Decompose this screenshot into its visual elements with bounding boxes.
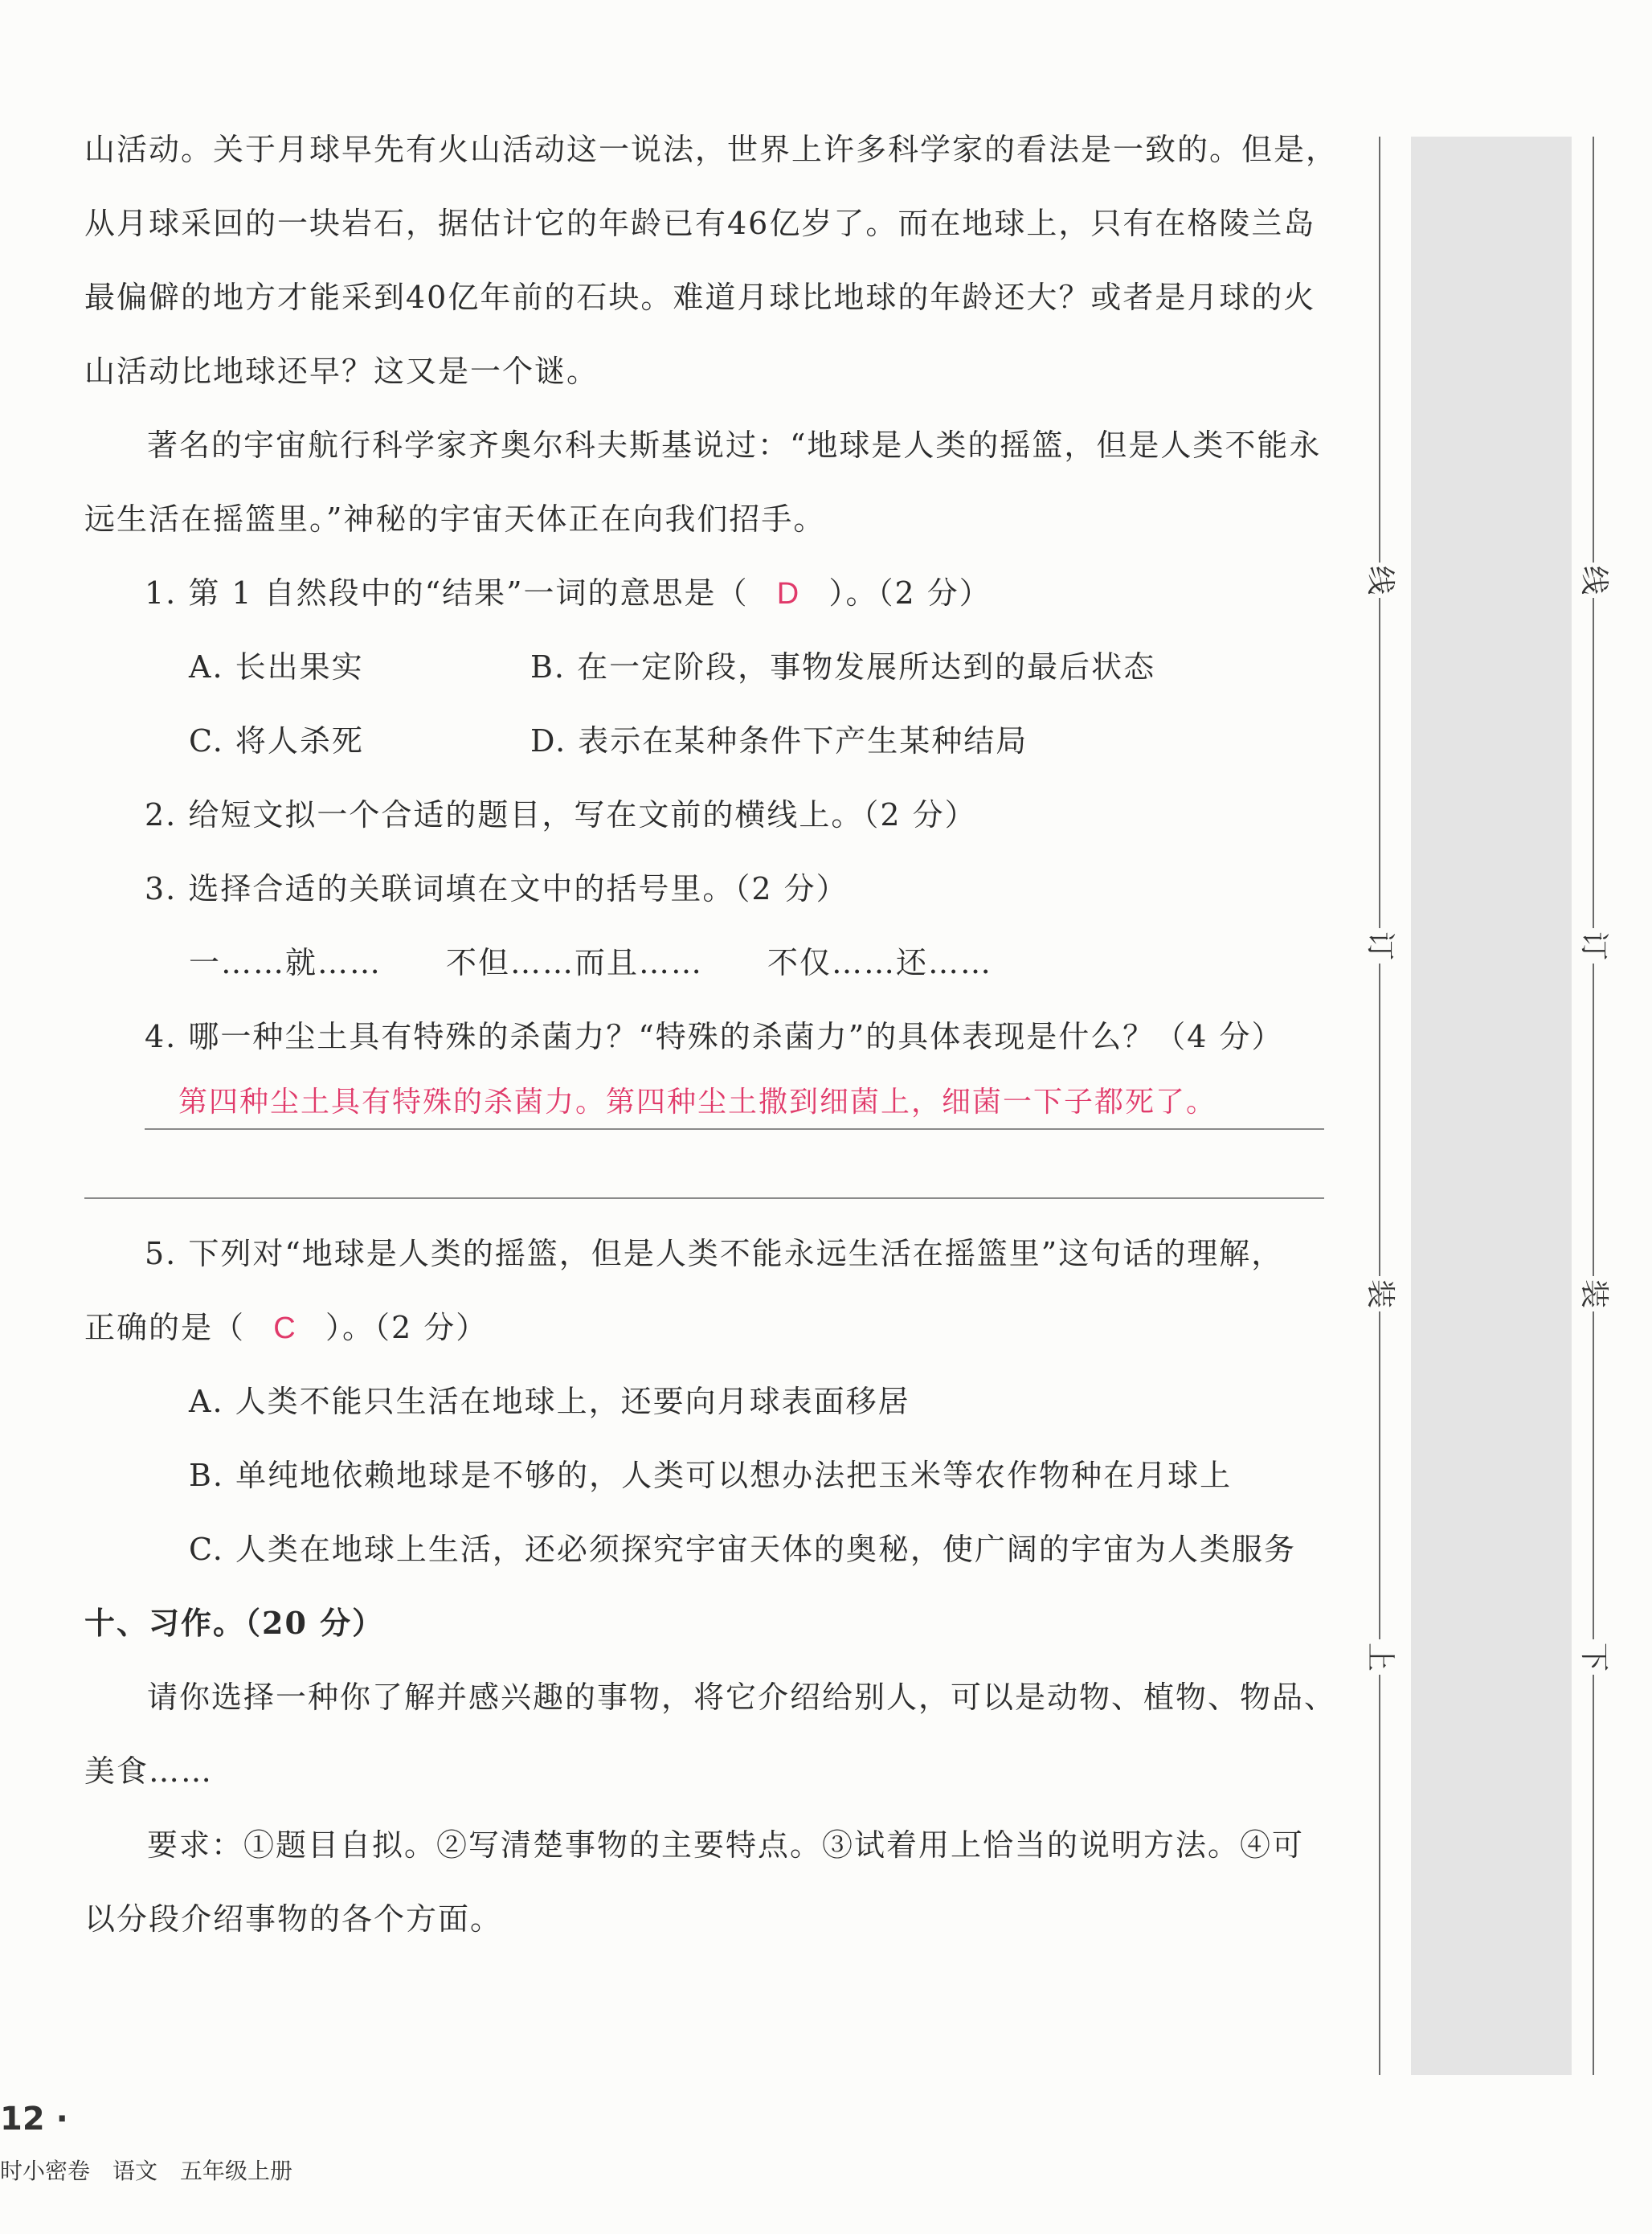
- answer-line: [145, 1128, 1324, 1130]
- question-5: 5. 下列对“地球是人类的摇篮，但是人类不能永远生活在摇篮里”这句话的理解，: [145, 1236, 1284, 1271]
- option-a: A. 人类不能只生活在地球上，还要向月球表面移居: [189, 1384, 910, 1419]
- binding-label: 订: [1576, 928, 1611, 964]
- option-c: C. 将人杀死: [189, 723, 364, 759]
- question-5-prefix: 正确的是（: [84, 1310, 246, 1345]
- page-number: 12 ·: [0, 2101, 68, 2138]
- binding-line-right: [1593, 137, 1594, 2075]
- question-1-suffix: ）。（2 分）: [828, 575, 992, 611]
- question-3: 3. 选择合适的关联词填在文中的括号里。（2 分）: [145, 871, 848, 906]
- writing-prompt: 请你选择一种你了解并感兴趣的事物，将它介绍给别人，可以是动物、植物、物品、: [147, 1680, 1337, 1715]
- passage-line: 从月球采回的一块岩石，据估计它的年龄已有46亿岁了。而在地球上，只有在格陵兰岛: [84, 206, 1316, 241]
- conjunction-option: 不仅……还……: [767, 945, 993, 980]
- question-1-prefix: 1. 第 1 自然段中的“结果”一词的意思是（: [145, 575, 749, 611]
- question-5-answer: C: [273, 1311, 297, 1345]
- question-1: [145, 572, 992, 615]
- conjunction-option: 不但……而且……: [446, 945, 704, 980]
- passage-line: 山活动比地球还早？这又是一个谜。: [84, 354, 599, 389]
- section-title: 十、习作。（20 分）: [84, 1605, 385, 1641]
- writing-prompt: 美食……: [84, 1753, 214, 1789]
- binding-strip: [1411, 137, 1572, 2075]
- question-1-answer: D: [776, 577, 801, 611]
- binding-label: 装: [1362, 1276, 1397, 1311]
- binding-label: 装: [1576, 1276, 1611, 1311]
- binding-label: 线: [1576, 563, 1611, 598]
- question-2: 2. 给短文拟一个合适的题目，写在文前的横线上。（2 分）: [145, 797, 977, 833]
- passage-line: 最偏僻的地方才能采到40亿年前的石块。难道月球比地球的年龄还大？或者是月球的火: [84, 280, 1316, 315]
- binding-label: 上: [1362, 1639, 1397, 1675]
- binding-label: 订: [1362, 928, 1397, 964]
- writing-requirements: 以分段介绍事物的各个方面。: [84, 1901, 503, 1937]
- conjunction-option: 一……就……: [189, 945, 382, 980]
- passage-line: 著名的宇宙航行科学家齐奥尔科夫斯基说过：“地球是人类的摇篮，但是人类不能永: [147, 428, 1322, 463]
- answer-line: [84, 1197, 1324, 1199]
- passage-line: 山活动。关于月球早先有火山活动这一说法，世界上许多科学家的看法是一致的。但是，: [84, 132, 1339, 167]
- passage-line: 远生活在摇篮里。”神秘的宇宙天体正在向我们招手。: [84, 501, 826, 537]
- binding-label: 下: [1576, 1639, 1611, 1675]
- option-b: B. 在一定阶段，事物发展所达到的最后状态: [530, 649, 1156, 685]
- binding-line-left: [1379, 137, 1380, 2075]
- question-5-line2: [84, 1307, 488, 1349]
- question-4-answer: 第四种尘土具有特殊的杀菌力。第四种尘土撒到细菌上，细菌一下子都死了。: [178, 1086, 1217, 1119]
- writing-requirements: 要求：①题目自拟。②写清楚事物的主要特点。③试着用上恰当的说明方法。④可: [147, 1827, 1305, 1863]
- question-4: 4. 哪一种尘土具有特殊的杀菌力？“特殊的杀菌力”的具体表现是什么？（4 分）: [145, 1019, 1284, 1054]
- book-title: 时小密卷 语文 五年级上册: [0, 2158, 293, 2184]
- option-b: B. 单纯地依赖地球是不够的，人类可以想办法把玉米等农作物种在月球上: [189, 1458, 1233, 1493]
- option-c: C. 人类在地球上生活，还必须探究宇宙天体的奥秘，使广阔的宇宙为人类服务: [189, 1532, 1296, 1567]
- option-a: A. 长出果实: [189, 649, 364, 685]
- question-5-suffix: ）。（2 分）: [325, 1310, 489, 1345]
- binding-label: 线: [1362, 563, 1397, 598]
- option-d: D. 表示在某种条件下产生某种结局: [530, 723, 1028, 759]
